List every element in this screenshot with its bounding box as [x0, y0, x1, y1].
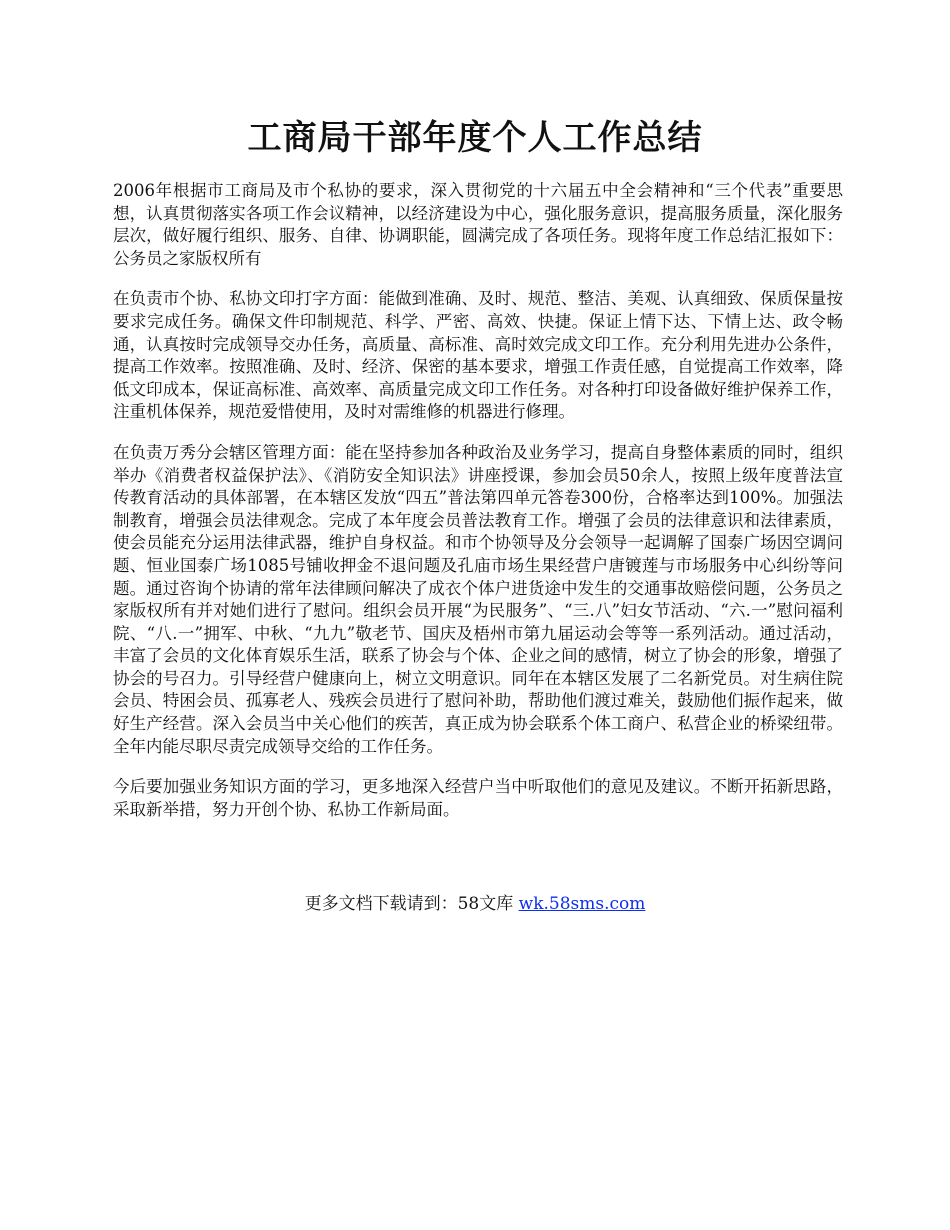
document-title: 工商局干部年度个人工作总结 [247, 118, 703, 158]
footer-prefix-text: 更多文档下载请到：58文库 [304, 894, 519, 914]
document-body [113, 180, 843, 839]
footer-download-link[interactable]: wk.58sms.com [518, 894, 646, 914]
paragraph-intro: 2006年根据市工商局及市个私协的要求，深入贯彻党的十六届五中全会精神和“三个代表”重要思想，认真贯彻落实各项工作会议精神，以经济建设为中心，强化服务意识，提高服务质量，深化服务层次，做好履行组织、服务、自律、协调职能，圆满完成了各项任务。现将年度工作总结汇报如下：公务员之家版权所有 [113, 181, 843, 268]
paragraph-district-management: 在负责万秀分会辖区管理方面：能在坚持参加各种政治及业务学习，提高自身整体素质的同时，组织举办《消费者权益保护法》、《消防安全知识法》讲座授课，参加会员50余人，按照上级年度普法宣传教育活动的具体部署，在本辖区发放“四五”普法第四单元答卷300份，合格率达到100%。加强法制教育，增强会员法律观念。完成了本年度会员普法教育工作。增强了会员的法律意识和法律素质，使会员能充分运用法律武器，维护自身权益。和市个协领导及分会领导一起调解了国泰广场因空调问题、恒业国泰广场1085号铺收押金不退问题及孔庙市场生果经营户唐镀莲与市场服务中心纠纷等问题。通过咨询个协请的常年法律顾问解决了成衣个体户进货途中发生的交通事故赔偿问题，公务员之家版权所有并对她们进行了慰问。组织会员开展“为民服务”、“三.八”妇女节活动、“六.一”慰问福利院、“八.一”拥军、中秋、“九九”敬老节、国庆及梧州市第九届运动会等等一系列活动。通过活动，丰富了会员的文化体育娱乐生活，联系了协会与个体、企业之间的感情，树立了协会的形象，增强了协会的号召力。引导经营户健康向上，树立文明意识。同年在本辖区发展了二名新党员。对生病住院会员、特困会员、孤寡老人、残疾会员进行了慰问补助，帮助他们渡过难关，鼓励他们振作起来，做好生产经营。深入会员当中关心他们的疾苦，真正成为协会联系个体工商户、私营企业的桥梁纽带。全年内能尽职尽责完成领导交给的工作任务。 [113, 442, 843, 756]
paragraph-future-plans: 今后要加强业务知识方面的学习，更多地深入经营户当中听取他们的意见及建议。不断开拓新思路，采取新举措，努力开创个协、私协工作新局面。 [113, 777, 843, 819]
paragraph-printing-work: 在负责市个协、私协文印打字方面：能做到准确、及时、规范、整洁、美观、认真细致、保质保量按要求完成任务。确保文件印制规范、科学、严密、高效、快捷。保证上情下达、下情上达、政令畅通，认真按时完成领导交办任务，高质量、高标准、高时效完成文印工作。充分利用先进办公条件，提高工作效率。按照准确、及时、经济、保密的基本要求，增强工作责任感，自觉提高工作效率，降低文印成本，保证高标准、高效率、高质量完成文印工作任务。对各种打印设备做好维护保养工作，注重机体保养，规范爱惜使用，及时对需维修的机器进行修理。 [113, 289, 843, 422]
download-footer [0, 892, 950, 916]
